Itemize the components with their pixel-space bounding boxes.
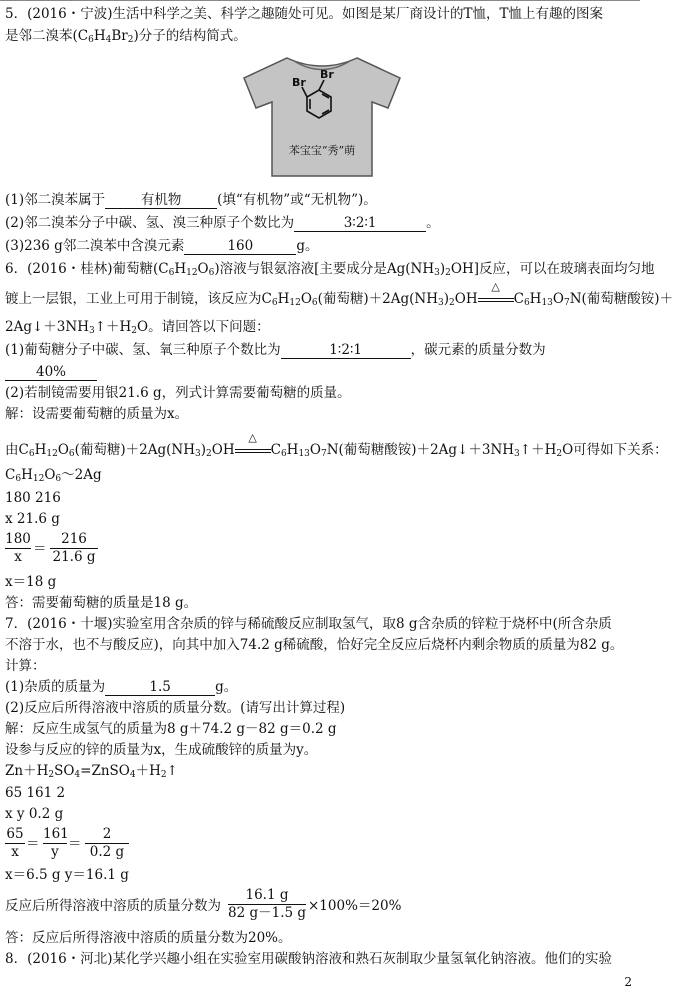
q7-stem-line1: 7．(2016・十堰)实验室用含杂质的锌与稀硫酸反应制取氢气，取8 g含杂质的锌粒于烧杯中(所含杂质: [5, 616, 612, 632]
q5-part1: (1)邻二溴苯属于 有机物 (填“有机物”或“无机物”)。: [5, 192, 377, 208]
q7-fraction-2: $\frac{161}{y}$: [43, 826, 69, 860]
q5-answer1: 有机物: [105, 192, 217, 209]
q6-fraction-eq: ＝: [33, 541, 47, 557]
q7-answer: 答：反应后所得溶液中溶质的质量分数为20%。: [5, 930, 292, 946]
q6-ratio: $C_6H_{12}O_6\sim 2Ag$: [5, 467, 102, 484]
q7-stem-line2: 不溶于水，也不与酸反应)，向其中加入74.2 g稀硫酸，恰好完全反应后烧杯内剩余物质的质量为82 g。: [5, 637, 624, 653]
heat-arrow-2: △: [235, 441, 271, 459]
q7-masses: 65 161 2: [5, 785, 66, 801]
q6-stem-line3: $2Ag↓+3NH_3↑+H_2O$。请回答以下问题：: [5, 319, 270, 336]
q7-equation: $Zn+H_2SO_4=ZnSO_4+H_2↑$: [5, 763, 178, 780]
q7-result: x＝6.5 g y＝16.1 g: [5, 867, 129, 883]
q6-part2: (2)若制镜需要用银21.6 g，列式计算需要葡萄糖的质量。: [5, 385, 351, 401]
q6-result: x＝18 g: [5, 574, 57, 590]
q7-sol1: 解：反应生成氢气的质量为8 g＋74.2 g－82 g＝0.2 g: [5, 721, 337, 737]
q7-part1: (1)杂质的质量为 1.5 g。: [5, 679, 238, 695]
q6-unknowns: x 21.6 g: [5, 511, 60, 527]
q5-answer3: 160: [184, 238, 296, 255]
page-number: 2: [624, 975, 632, 989]
q5-stem-line1: 5．(2016・宁波)生活中科学之美、科学之趣随处可见。如图是某厂商设计的T恤，T恤上有趣的图案: [5, 6, 603, 22]
q7-fraction-3: $\frac{2}{0.2 g}$: [85, 826, 129, 861]
q6-part1: (1)葡萄糖分子中碳、氢、氧三种原子个数比为 1∶2∶1 ，碳元素的质量分数为: [5, 342, 546, 358]
q6-fraction-left: $\frac{180}{x}$: [5, 531, 31, 565]
br-label-2: Br: [320, 68, 334, 81]
q6-fraction-right: $\frac{216}{21.6 g}$: [50, 531, 98, 566]
q5-part2: (2)邻二溴苯分子中碳、氢、溴三种原子个数比为 3∶2∶1 。: [5, 215, 440, 231]
br-label-1: Br: [292, 76, 306, 89]
top-rule: [0, 0, 640, 1]
q7-mass-fraction-pre: 反应后所得溶液中溶质的质量分数为: [5, 898, 221, 914]
q7-unknowns: x y 0.2 g: [5, 806, 64, 822]
q7-mass-fraction: $\frac{16.1 g}{82 g-1.5 g}$: [228, 887, 307, 921]
q7-answer1: 1.5: [105, 679, 215, 696]
q6-stem-line2: 镀上一层银，工业上可用于制镜，该反应为$C_6H_{12}O_6$(葡萄糖)$+2Ag(NH_3)_2OH$ △ $C_6H_{13}O_7N$(葡萄糖酸铵)＋: [5, 280, 673, 308]
heat-arrow: △: [478, 290, 514, 308]
q6-stem-line1: 6．(2016・桂林)葡萄糖$(C_6H_{12}O_6)$溶液与银氨溶液[主要成分是$Ag(NH_3)_2OH$]反应，可以在玻璃表面均匀地: [5, 261, 655, 278]
q7-stem-line3: 计算：: [5, 658, 46, 674]
q7-mass-fraction-post: ×100%＝20%: [308, 898, 402, 914]
q6-answer2: 40%: [5, 364, 97, 381]
tshirt-figure: [232, 52, 412, 182]
q7-eq-2: ＝: [68, 836, 82, 852]
q7-eq-1: ＝: [26, 836, 40, 852]
q7-part2: (2)反应后所得溶液中溶质的质量分数。(请写出计算过程): [5, 700, 346, 716]
q6-answer1: 1∶2∶1: [281, 342, 411, 359]
q6-answer: 答：需要葡萄糖的质量是18 g。: [5, 595, 198, 611]
q7-sol2: 设参与反应的锌的质量为x，生成硫酸锌的质量为y。: [5, 742, 318, 758]
q6-masses: 180 216: [5, 490, 61, 506]
q6-relation: 由$C_6H_{12}O_6$(葡萄糖)$+2Ag(NH_3)_2OH$ △ $C_6H_{13}O_7N$(葡萄糖酸铵)$+2Ag↓+3NH_3↑+H_2O$可得如下关系：: [5, 431, 668, 459]
q8-stem-line1: 8．(2016・河北)某化学兴趣小组在实验室用碳酸钠溶液和熟石灰制取少量氢氧化钠溶液。他们的实验: [5, 951, 612, 967]
q6-solution-set: 解：设需要葡萄糖的质量为x。: [5, 406, 189, 422]
tshirt-caption: 苯宝宝“秀”萌: [288, 144, 356, 157]
q5-stem-line2: 是邻二溴苯$(C_6H_4Br_2)$分子的结构简式。: [5, 28, 247, 45]
q7-fraction-1: $\frac{65}{x}$: [6, 826, 24, 860]
q6-part1-cont: [5, 363, 97, 381]
q5-part3: (3)236 g邻二溴苯中含溴元素 160 g。: [5, 238, 319, 254]
q5-answer2: 3∶2∶1: [294, 215, 426, 232]
